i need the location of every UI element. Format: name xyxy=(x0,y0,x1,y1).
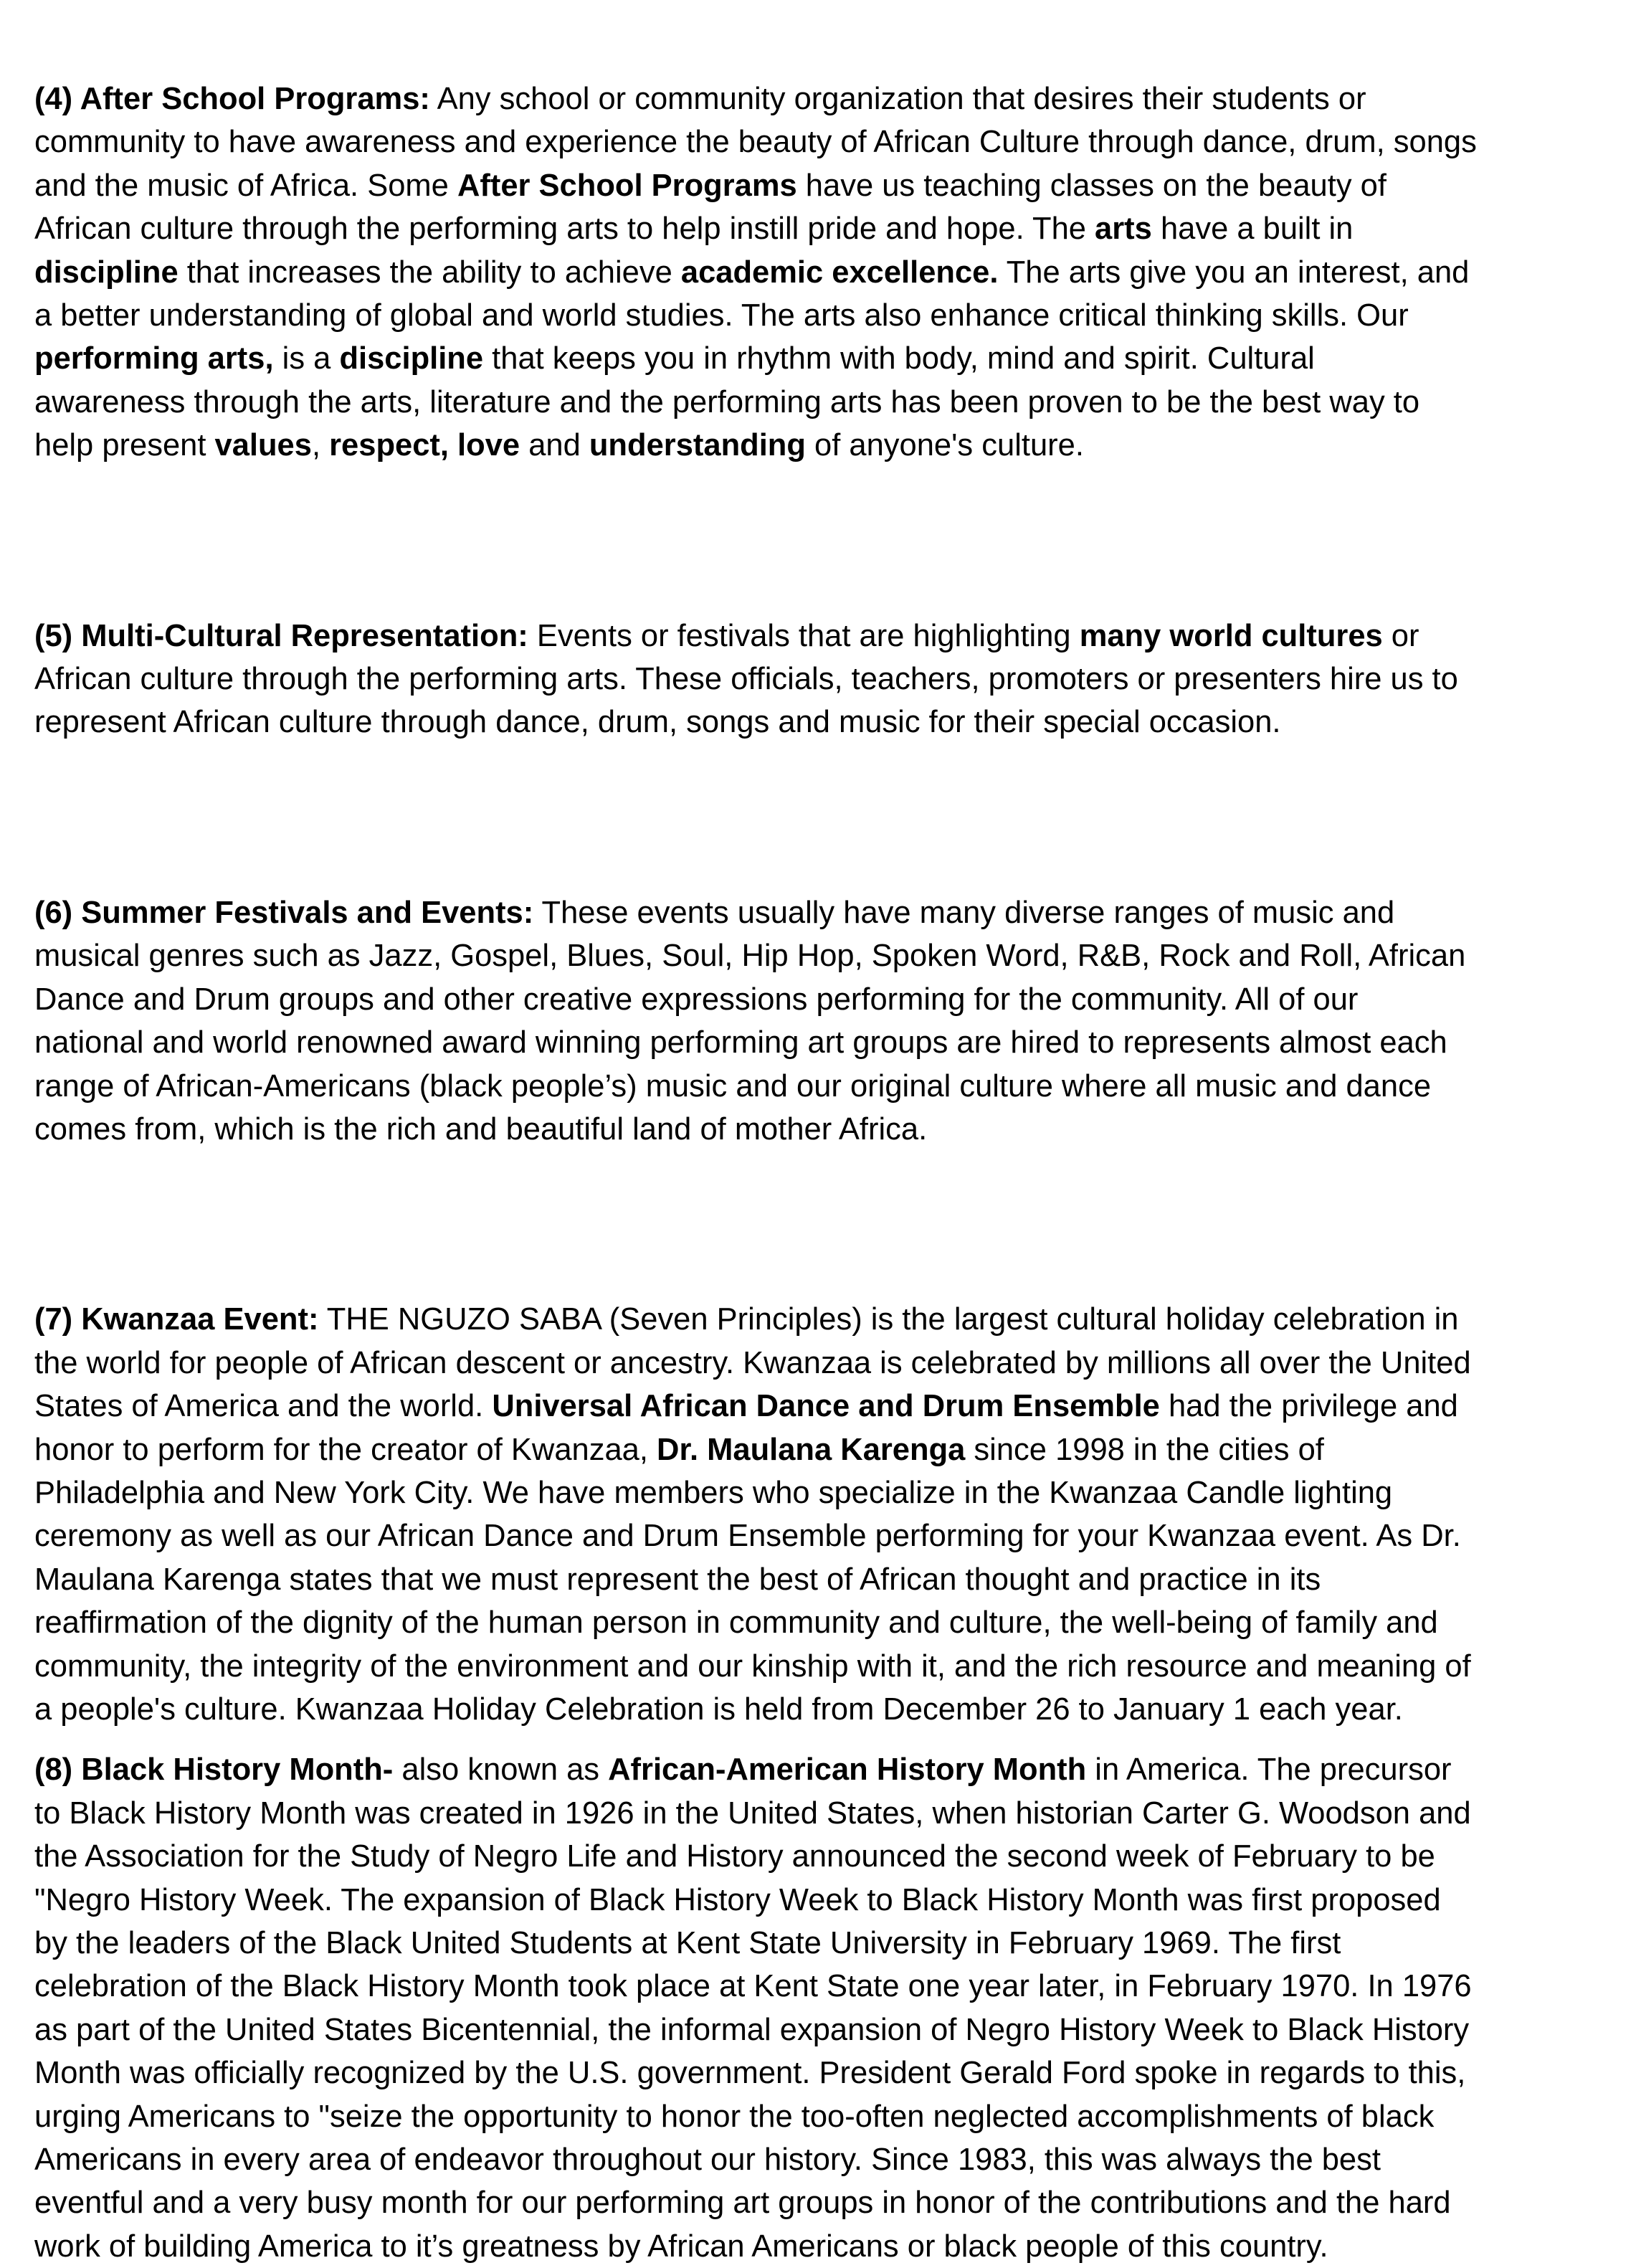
text-run: Any school or community organization that desires their students or xyxy=(429,82,1366,116)
text-line xyxy=(34,424,1612,467)
text-line xyxy=(34,1601,1612,1644)
text-run: or xyxy=(1382,618,1419,653)
text-run: is a xyxy=(273,341,340,376)
bold-text-run: (6) Summer Festivals and Events: xyxy=(34,895,534,930)
text-line xyxy=(34,1298,1612,1341)
text-line xyxy=(34,2051,1612,2094)
text-run: "Negro History Week. The expansion of Black History Week to Black History Month was first proposed xyxy=(34,1882,1441,1917)
text-line xyxy=(34,381,1612,424)
text-line xyxy=(34,615,1612,658)
section-black-history-month xyxy=(34,1748,1612,2268)
text-run: that increases the ability to achieve xyxy=(178,255,681,290)
text-run: have a built in xyxy=(1151,212,1354,247)
text-run: THE NGUZO SABA (Seven Principles) is the largest cultural holiday celebration in xyxy=(318,1302,1459,1337)
text-run: eventful and a very busy month for our performing art groups in honor of the contributions and the hard xyxy=(34,2186,1451,2221)
text-line xyxy=(34,2008,1612,2051)
bold-text-run: African-American History Month xyxy=(608,1752,1087,1788)
text-run: community, the integrity of the environment and our kinship with it, and the rich resource and meaning of xyxy=(34,1648,1471,1684)
text-line xyxy=(34,1428,1612,1471)
text-line xyxy=(34,1021,1612,1064)
bold-text-run: discipline xyxy=(34,255,179,290)
text-line xyxy=(34,934,1612,977)
text-line xyxy=(34,1835,1612,1878)
bold-text-run: discipline xyxy=(339,341,484,376)
text-run: a better understanding of global and world studies. The arts also enhance critical thinking skills. Our xyxy=(34,298,1409,333)
text-run: Maulana Karenga states that we must represent the best of African thought and practice in its xyxy=(34,1562,1321,1597)
text-run: a people's culture. Kwanzaa Holiday Celebration is held from December 26 to January 1 each year. xyxy=(34,1691,1403,1727)
text-run: These events usually have many diverse ranges of music and xyxy=(533,895,1395,930)
bold-text-run: arts xyxy=(1095,212,1152,247)
text-run: also known as xyxy=(393,1752,609,1788)
text-line xyxy=(34,2181,1612,2224)
text-run: honor to perform for the creator of Kwanzaa, xyxy=(34,1432,657,1467)
text-line xyxy=(34,120,1612,163)
text-run: Month was officially recognized by the U.S. government. President Gerald Ford spoke in regards to this, xyxy=(34,2056,1466,2091)
text-line xyxy=(34,1922,1612,1965)
text-run: Events or festivals that are highlighting xyxy=(528,618,1080,653)
text-run: , xyxy=(311,428,330,463)
text-run: community to have awareness and experience the beauty of African Culture through dance, drum, songs xyxy=(34,125,1477,160)
text-line xyxy=(34,164,1612,207)
text-line xyxy=(34,1965,1612,2008)
text-run: that keeps you in rhythm with body, mind and spirit. Cultural xyxy=(483,341,1315,376)
text-run: as part of the United States Bicentennial, the informal expansion of Negro History Week to Black History xyxy=(34,2012,1470,2047)
text-run: and xyxy=(520,428,589,463)
bold-text-run: many world cultures xyxy=(1079,618,1383,653)
text-run: celebration of the Black History Month took place at Kent State one year later, in February 1970. In 1976 xyxy=(34,1969,1472,2004)
bold-text-run: academic excellence. xyxy=(680,255,999,290)
bold-text-run: (4) After School Programs: xyxy=(34,82,430,116)
text-line xyxy=(34,1792,1612,1835)
text-line xyxy=(34,337,1612,380)
bold-text-run: values xyxy=(214,428,312,463)
bold-text-run: Dr. Maulana Karenga xyxy=(657,1432,966,1467)
text-run: since 1998 in the cities of xyxy=(965,1432,1324,1467)
bold-text-run: performing arts, xyxy=(34,341,274,376)
text-line xyxy=(34,2138,1612,2181)
text-run: the world for people of African descent or ancestry. Kwanzaa is celebrated by millions all over the United xyxy=(34,1345,1471,1380)
section-kwanzaa-event xyxy=(34,1298,1612,1731)
document-page xyxy=(34,77,1612,2268)
bold-text-run: (7) Kwanzaa Event: xyxy=(34,1302,319,1337)
text-run: help present xyxy=(34,428,215,463)
text-line xyxy=(34,1645,1612,1688)
text-line xyxy=(34,1558,1612,1601)
text-run: in America. The precursor xyxy=(1086,1752,1452,1788)
text-run: Dance and Drum groups and other creative expressions performing for the community. All of our xyxy=(34,982,1359,1017)
section-summer-festivals-and-events xyxy=(34,891,1612,1151)
text-line xyxy=(34,1748,1612,1791)
text-line xyxy=(34,1342,1612,1385)
text-run: the Association for the Study of Negro Life and History announced the second week of February to be xyxy=(34,1839,1435,1874)
text-line xyxy=(34,1471,1612,1514)
text-line xyxy=(34,207,1612,250)
text-run: comes from, which is the rich and beautiful land of mother Africa. xyxy=(34,1111,928,1147)
text-run: urging Americans to "seize the opportunity to honor the too-often neglected accomplishments of black xyxy=(34,2099,1435,2134)
text-run: national and world renowned award winning performing art groups are hired to represents almost each xyxy=(34,1025,1447,1061)
text-line xyxy=(34,251,1612,294)
text-run: of anyone's culture. xyxy=(805,428,1084,463)
text-line xyxy=(34,978,1612,1021)
bold-text-run: After School Programs xyxy=(457,168,797,203)
text-line xyxy=(34,1879,1612,1922)
text-run: range of African-Americans (black people’s) music and our original culture where all music and dance xyxy=(34,1068,1432,1104)
text-run: musical genres such as Jazz, Gospel, Blues, Soul, Hip Hop, Spoken Word, R&B, Rock and Roll, African xyxy=(34,939,1466,974)
text-line xyxy=(34,658,1612,701)
text-line xyxy=(34,1065,1612,1108)
bold-text-run: Universal African Dance and Drum Ensemble xyxy=(492,1389,1160,1424)
text-run: African culture through the performing arts. These officials, teachers, promoters or presenters hire us to xyxy=(34,662,1458,697)
text-line xyxy=(34,294,1612,337)
text-line xyxy=(34,1514,1612,1557)
text-run: Philadelphia and New York City. We have members who specialize in the Kwanzaa Candle lighting xyxy=(34,1475,1393,1510)
text-run: work of building America to it’s greatness by African Americans or black people of this country. xyxy=(34,2229,1328,2264)
section-multi-cultural-representation xyxy=(34,615,1612,744)
text-run: The arts give you an interest, and xyxy=(998,255,1470,290)
text-run: ceremony as well as our African Dance and Drum Ensemble performing for your Kwanzaa event. As Dr. xyxy=(34,1519,1461,1554)
text-line xyxy=(34,77,1612,120)
text-run: and the music of Africa. Some xyxy=(34,168,457,203)
text-run: States of America and the world. xyxy=(34,1389,493,1424)
text-run: reaffirmation of the dignity of the human person in community and culture, the well-being of family and xyxy=(34,1605,1438,1641)
text-run: Americans in every area of endeavor throughout our history. Since 1983, this was always the best xyxy=(34,2143,1381,2178)
text-line xyxy=(34,1688,1612,1731)
text-run: awareness through the arts, literature and the performing arts has been proven to be the best way to xyxy=(34,384,1420,419)
text-run: have us teaching classes on the beauty of xyxy=(796,168,1386,203)
text-run: by the leaders of the Black United Students at Kent State University in February 1969. The first xyxy=(34,1926,1341,1960)
text-line xyxy=(34,891,1612,934)
text-run: represent African culture through dance, drum, songs and music for their special occasion. xyxy=(34,705,1281,740)
text-run: African culture through the performing arts to help instill pride and hope. The xyxy=(34,212,1095,247)
bold-text-run: understanding xyxy=(589,428,806,463)
bold-text-run: respect, love xyxy=(329,428,520,463)
text-line xyxy=(34,701,1612,744)
text-run: had the privilege and xyxy=(1159,1389,1458,1424)
text-line xyxy=(34,2095,1612,2138)
text-line xyxy=(34,1108,1612,1151)
section-after-school-programs xyxy=(34,77,1612,468)
bold-text-run: (5) Multi-Cultural Representation: xyxy=(34,618,528,653)
text-line xyxy=(34,1385,1612,1428)
bold-text-run: (8) Black History Month- xyxy=(34,1752,394,1788)
text-line xyxy=(34,2225,1612,2268)
text-run: to Black History Month was created in 1926 in the United States, when historian Carter G. Woodson and xyxy=(34,1795,1471,1831)
